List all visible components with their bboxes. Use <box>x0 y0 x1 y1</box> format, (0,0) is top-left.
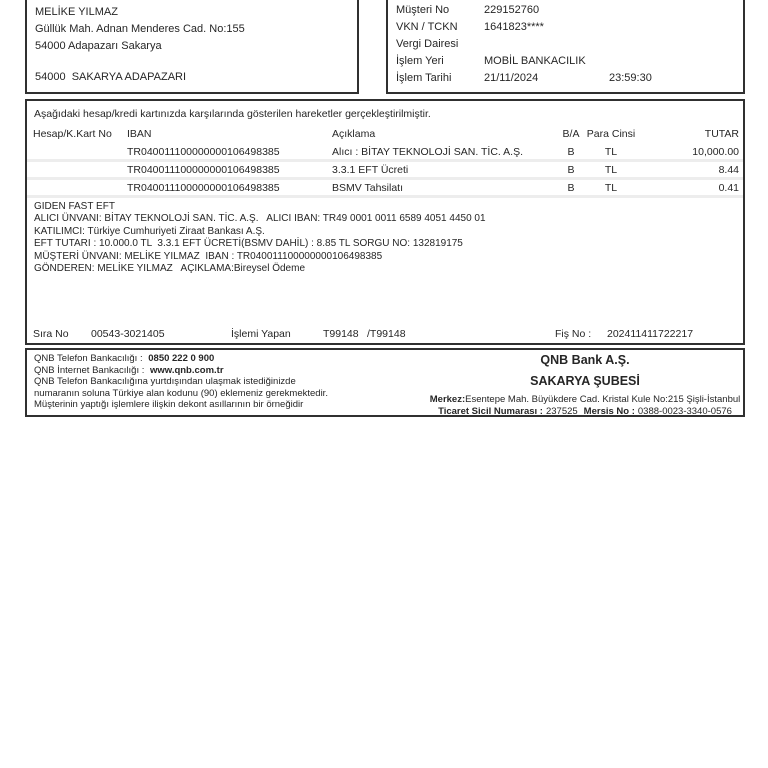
header-debit-credit: B/A <box>562 128 580 140</box>
headquarters-label: Merkez: <box>429 394 466 405</box>
header-amount: TUTAR <box>704 128 739 140</box>
mersis-value: 0388-0023-3340-0576 <box>637 406 732 417</box>
table-row <box>27 162 743 180</box>
cell-description: Alıcı : BİTAY TEKNOLOJİ SAN. TİC. A.Ş. <box>332 146 523 158</box>
internet-banking-url: www.qnb.com.tr <box>150 364 224 376</box>
trade-registry-value: 237525 <box>545 406 578 417</box>
vkn-tckn-row <box>396 21 741 33</box>
transaction-place-row <box>396 55 741 67</box>
footer-note-line3: Müşterinin yaptığı işlemlere ilişkin dekont asıllarının bir örneğidir <box>34 399 304 411</box>
headquarters-address: Esentepe Mah. Büyükdere Cad. Kristal Kule No:215 Şişli-İstanbul <box>465 394 741 405</box>
transaction-date-value: 21/11/2024 <box>484 72 539 84</box>
phone-banking-label: QNB Telefon Bankacılığı : <box>34 353 143 364</box>
header-currency: Para Cinsi <box>586 128 636 140</box>
phone-banking-number: 0850 222 0 900 <box>148 353 215 364</box>
transactions-box <box>25 99 745 345</box>
processed-by-value1: T99148 <box>323 328 359 340</box>
detail-line: GIDEN FAST EFT <box>34 201 115 212</box>
transactions-intro-text: Aşağıdaki hesap/kredi kartınızda karşılarında gösterilen hareketler gerçekleştirilmiştir. <box>34 108 431 120</box>
transaction-date-row <box>396 72 741 84</box>
headquarters-line <box>429 394 741 405</box>
internet-banking-label: QNB İnternet Bankacılığı : <box>34 364 145 376</box>
slip-number-value: 202411411722217 <box>607 328 694 340</box>
sequence-number-label: Sıra No <box>33 328 69 340</box>
slip-number-label: Fiş No : <box>555 328 592 340</box>
cell-iban: TR040011100000000106498385 <box>127 164 280 176</box>
footer-note-line2: numaranın soluna Türkiye alan kodunu (90) eklemeniz gerekmektedir. <box>34 387 328 399</box>
processed-by-label: İşlemi Yapan <box>231 328 291 340</box>
cell-amount: 8.44 <box>718 164 739 176</box>
trade-registry-label: Ticaret Sicil Numarası : <box>438 406 543 417</box>
customer-number-value: 229152760 <box>484 4 540 16</box>
bank-identity-block <box>429 352 741 417</box>
tax-office-row <box>396 38 741 50</box>
cell-debit-credit: B <box>567 164 575 176</box>
detail-line: MÜŞTERİ ÜNVANI: MELİKE YILMAZ IBAN : TR040011100000000106498385 <box>34 250 383 262</box>
transaction-date-label: İşlem Tarihi <box>396 72 452 84</box>
registry-line <box>429 406 741 417</box>
cell-description: 3.3.1 EFT Ücreti <box>332 164 409 176</box>
detail-line: GÖNDEREN: MELİKE YILMAZ AÇIKLAMA:Bireysel Ödeme <box>34 263 306 275</box>
cell-debit-credit: B <box>567 146 575 158</box>
table-row <box>27 180 743 198</box>
cell-amount: 0.41 <box>718 182 739 194</box>
sender-address-box <box>25 0 359 94</box>
transfer-details-block <box>34 201 486 275</box>
vkn-tckn-value: 1641823**** <box>484 21 544 33</box>
tax-office-label: Vergi Dairesi <box>396 38 459 50</box>
sender-name: MELİKE YILMAZ <box>35 6 118 18</box>
cell-iban: TR040011100000000106498385 <box>127 182 280 194</box>
cell-currency: TL <box>604 164 618 176</box>
table-header-row <box>27 126 743 144</box>
bank-footer-box <box>25 348 745 417</box>
tax-office-value <box>484 38 609 50</box>
vkn-tckn-label: VKN / TCKN <box>396 21 458 33</box>
cell-currency: TL <box>604 146 618 158</box>
cell-iban: TR040011100000000106498385 <box>127 146 280 158</box>
internet-banking-line <box>34 365 328 377</box>
sender-address-line2: 54000 Adapazarı Sakarya <box>35 40 162 52</box>
cell-amount: 10,000.00 <box>692 146 739 158</box>
customer-info-box <box>386 0 745 94</box>
detail-line: KATILIMCI: Türkiye Cumhuriyeti Ziraat Bankası A.Ş. <box>34 225 265 237</box>
transaction-place-value: MOBİL BANKACILIK <box>484 55 586 67</box>
bank-contact-info <box>34 353 328 411</box>
detail-line: EFT TUTARI : 10.000.0 TL 3.3.1 EFT ÜCRETİ(BSMV DAHİL) : 8.85 TL SORGU NO: 132819175 <box>34 238 463 250</box>
phone-banking-line <box>34 353 328 365</box>
sequence-number-value: 00543-3021405 <box>91 328 165 340</box>
receipt-summary-row <box>27 328 743 344</box>
mersis-label: Mersis No : <box>583 406 635 417</box>
detail-line: ALICI ÜNVANI: BİTAY TEKNOLOJİ SAN. TİC. A.Ş. ALICI IBAN: TR49 0001 0011 6589 4051 4450 01 <box>34 213 486 225</box>
sender-address-line3: 54000 SAKARYA ADAPAZARI <box>35 71 187 83</box>
table-row <box>27 144 743 162</box>
branch-name: SAKARYA ŞUBESİ <box>530 374 640 388</box>
customer-number-label: Müşteri No <box>396 4 450 16</box>
transaction-place-label: İşlem Yeri <box>396 55 444 67</box>
transaction-time-value: 23:59:30 <box>609 72 652 84</box>
cell-currency: TL <box>604 182 618 194</box>
processed-by-value2: /T99148 <box>367 328 406 340</box>
header-iban: IBAN <box>127 128 152 140</box>
header-account: Hesap/K.Kart No <box>33 128 112 140</box>
sender-address-line1: Güllük Mah. Adnan Menderes Cad. No:155 <box>35 23 245 35</box>
footer-note-line1: QNB Telefon Bankacılığına yurtdışından ulaşmak istediğinizde <box>34 376 296 388</box>
cell-debit-credit: B <box>567 182 575 194</box>
header-description: Açıklama <box>332 128 376 140</box>
bank-name: QNB Bank A.Ş. <box>540 353 630 367</box>
customer-number-row <box>396 4 741 16</box>
cell-description: BSMV Tahsilatı <box>332 182 404 194</box>
transactions-table <box>27 126 743 198</box>
